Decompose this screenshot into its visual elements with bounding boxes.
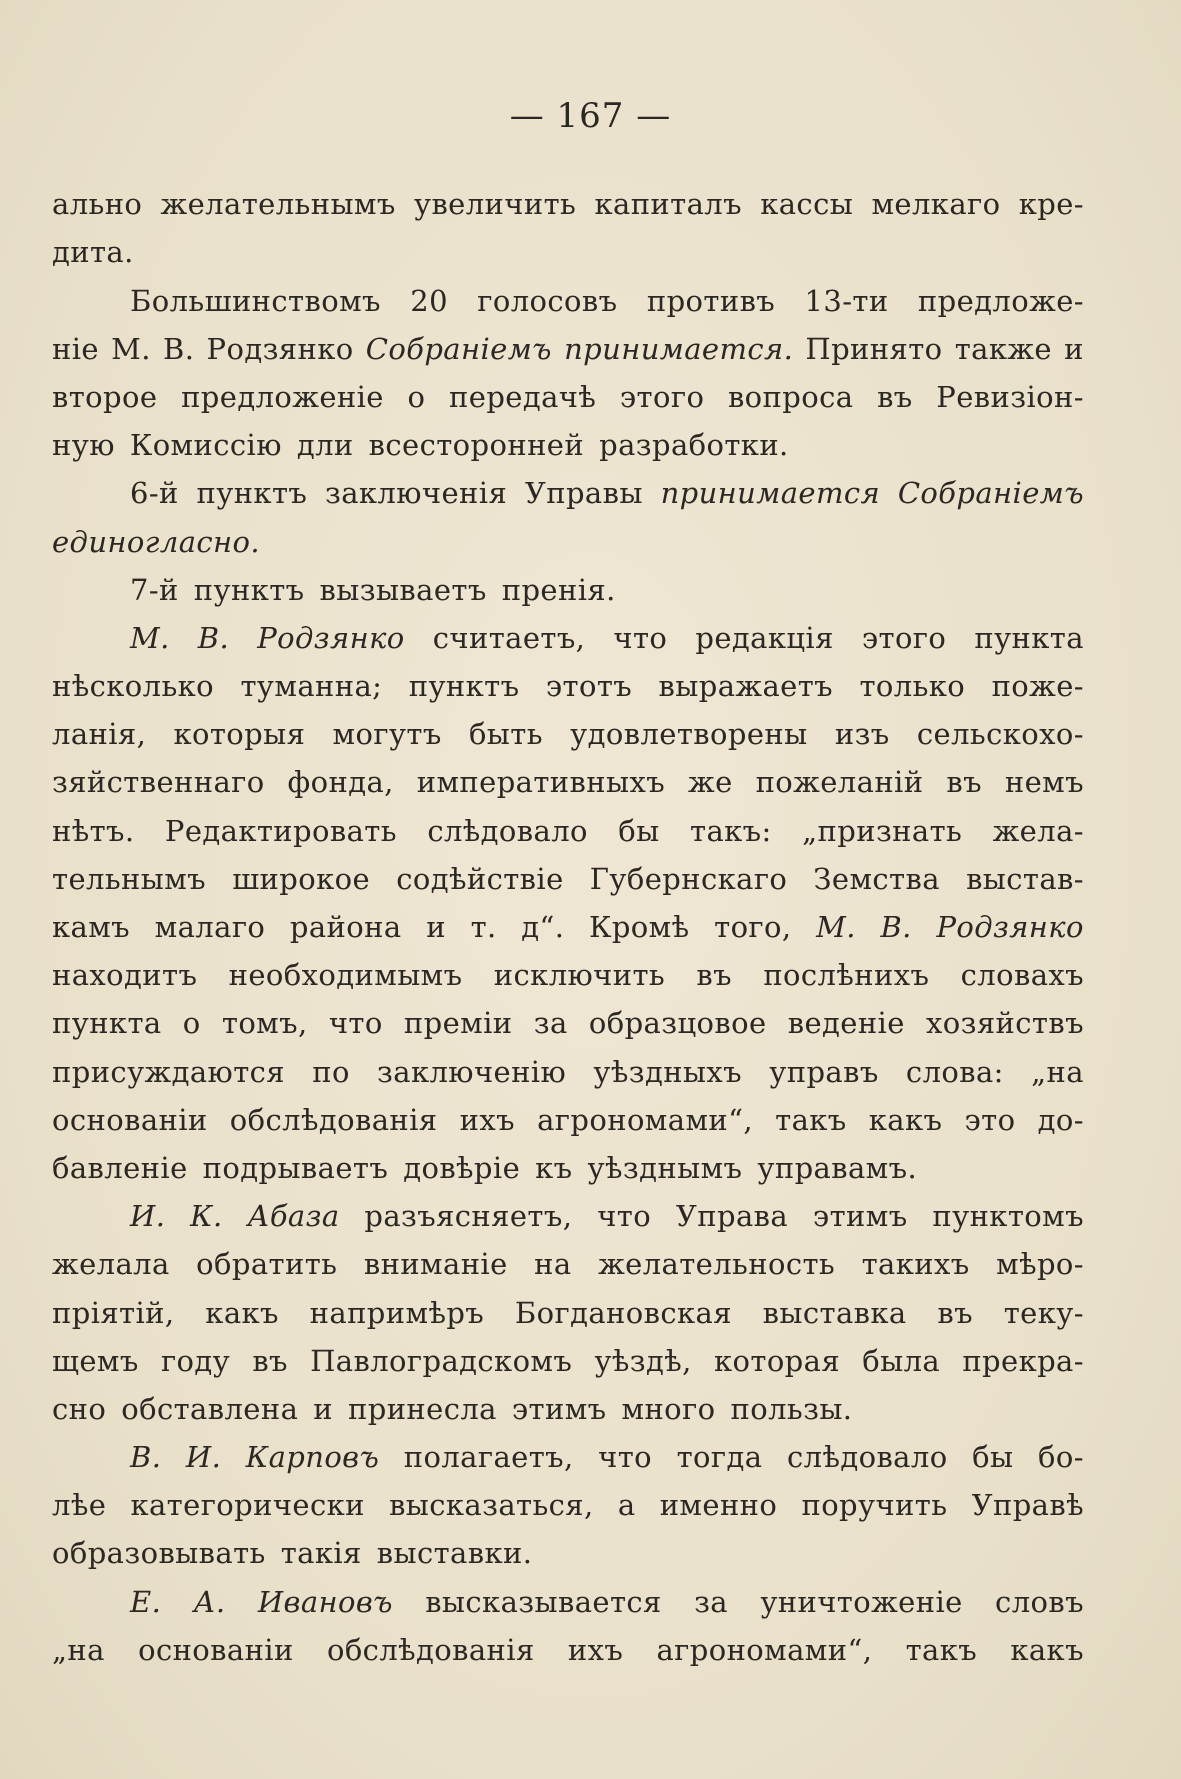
text-line [52, 1043, 1084, 1091]
word: района [289, 910, 402, 944]
word: дли [296, 428, 354, 463]
word: поже- [991, 669, 1084, 704]
word: по [312, 1054, 350, 1089]
word: желала [52, 1247, 170, 1282]
word: бы [972, 1440, 1014, 1475]
word: прекра- [962, 1343, 1084, 1378]
word: Управа [675, 1199, 789, 1234]
word: разъясняетъ, [364, 1199, 573, 1234]
italic-word: Ивановъ [257, 1584, 393, 1619]
text-line [52, 1573, 1084, 1621]
word: „признать [802, 813, 963, 848]
italic-word: принимается [660, 476, 881, 511]
word: находитъ [52, 958, 198, 993]
word: Комиссію [129, 428, 282, 463]
text-line [52, 851, 1084, 899]
word: ально [52, 187, 143, 222]
word: необходимымъ [228, 958, 463, 993]
text-line [52, 369, 1084, 417]
text-line [52, 947, 1084, 995]
word: присуждаются [52, 1054, 285, 1089]
word: высказаться, [389, 1488, 594, 1523]
word: бы [618, 813, 660, 848]
word: пунктомъ [932, 1199, 1084, 1234]
word: что [328, 1006, 383, 1041]
word: же [688, 765, 733, 800]
word: до- [1037, 1102, 1084, 1137]
word: управъ [769, 1054, 879, 1089]
word: фонда, [287, 765, 394, 800]
italic-word: единогласно. [52, 524, 261, 559]
word: исключить [493, 958, 666, 993]
word: въ [696, 958, 732, 993]
italic-word: В. [880, 910, 912, 944]
word: противъ [646, 283, 776, 318]
word: сельскохо- [916, 717, 1084, 752]
text-line [52, 658, 1084, 706]
word: ихъ [567, 1632, 624, 1667]
word: и [426, 910, 446, 944]
body-text [52, 176, 1084, 1670]
word: жела- [992, 813, 1084, 848]
word: „на [1031, 1054, 1084, 1089]
word: основаніи [52, 1102, 208, 1137]
word: обслѣдованія [229, 1102, 438, 1137]
word: агрономами“, [656, 1632, 873, 1667]
word: пунктъ [408, 669, 520, 704]
word: только [859, 669, 966, 704]
word: пренія. [501, 572, 616, 607]
word: въ [946, 765, 982, 800]
word: такихъ [861, 1247, 970, 1282]
word: Редактировать [164, 813, 397, 848]
word: пунктъ [193, 572, 305, 607]
word: пользы. [730, 1391, 853, 1426]
word: бавленіе [52, 1150, 188, 1185]
word: ніе [52, 331, 99, 366]
word: Богдановская [514, 1295, 732, 1330]
word: Земства [813, 861, 940, 896]
word: выстав- [966, 861, 1084, 896]
italic-word: А. [193, 1584, 226, 1619]
word: обставлена [121, 1391, 299, 1426]
word: 20 [410, 283, 448, 318]
italic-word: Абаза [247, 1199, 340, 1234]
word: высказывается [425, 1584, 662, 1619]
word: ную [52, 428, 115, 463]
word: Ревизіон- [936, 379, 1084, 414]
text-line [52, 1622, 1084, 1670]
word: принесла [348, 1391, 497, 1426]
text-line [52, 802, 1084, 850]
word: разработки. [599, 428, 789, 463]
word: М. [111, 331, 151, 366]
text-line [52, 1381, 1084, 1429]
word: малаго [154, 910, 266, 944]
text-line [52, 995, 1084, 1043]
word: передачѣ [449, 379, 597, 414]
word: щемъ [52, 1343, 139, 1378]
word: удовлетворены [570, 717, 808, 752]
word: этого [619, 379, 705, 414]
word: много [621, 1391, 716, 1426]
word: на [534, 1247, 572, 1282]
word: тельнымъ [52, 861, 207, 896]
text-line [52, 754, 1084, 802]
word: словахъ [960, 958, 1084, 993]
word: категорически [130, 1488, 365, 1523]
word: словъ [995, 1584, 1084, 1619]
word: въ [877, 379, 913, 414]
word: этотъ [545, 669, 633, 704]
word: т. [470, 910, 497, 944]
word: Большинствомъ [130, 283, 381, 318]
word: изъ [834, 717, 890, 752]
text-line [52, 1092, 1084, 1140]
text-line [52, 1284, 1084, 1332]
word: немъ [1004, 765, 1084, 800]
word: желательность [598, 1247, 836, 1282]
text-line [52, 1525, 1084, 1573]
word: В. [163, 331, 195, 366]
word: управамъ. [757, 1150, 918, 1185]
word: а [617, 1488, 636, 1523]
word: послѣнихъ [763, 958, 930, 993]
text-line [52, 321, 1084, 369]
word: и [313, 1391, 333, 1426]
word: пріятій, [52, 1295, 175, 1330]
text-line [52, 176, 1084, 224]
text-line [52, 417, 1084, 465]
word: теку- [1003, 1295, 1084, 1330]
word: Павлоградскомъ [310, 1343, 573, 1378]
word: такъ: [690, 813, 772, 848]
word: какъ [868, 1102, 943, 1137]
word: увеличить [413, 187, 577, 222]
text-line [52, 562, 1084, 610]
word: слѣдовало [427, 813, 588, 848]
word: такъ [905, 1632, 978, 1667]
italic-word: Собраніемъ [365, 331, 552, 366]
word: предложеніе [181, 379, 384, 414]
italic-word: И. [185, 1440, 222, 1475]
text-line [52, 1236, 1084, 1284]
word: мѣро- [996, 1247, 1084, 1282]
word: какъ [1010, 1632, 1084, 1667]
word: считаетъ, [432, 620, 586, 655]
word: редакція [695, 620, 834, 655]
word: напримѣръ [309, 1295, 485, 1330]
word: туманна; [240, 669, 383, 704]
word: заключенія [325, 476, 508, 511]
word: томъ, [221, 1006, 308, 1041]
word: д“. [521, 910, 565, 944]
word: выражаетъ [658, 669, 834, 704]
word: Родзянко [206, 331, 354, 366]
italic-word: Родзянко [257, 620, 405, 655]
word: предложе- [917, 283, 1084, 318]
word: вниманіе [363, 1247, 508, 1282]
word: которыя [173, 717, 306, 752]
word: заключенію [377, 1054, 567, 1089]
word: вызываетъ [319, 572, 487, 607]
italic-word: Родзянко [936, 910, 1084, 944]
word: уничтоженіе [760, 1584, 963, 1619]
word: что [598, 1440, 653, 1475]
word: голосовъ [477, 283, 618, 318]
word: ихъ [459, 1102, 515, 1137]
word: пункта [974, 620, 1084, 655]
word: полагаетъ, [403, 1440, 574, 1475]
word: что [597, 1199, 652, 1234]
word: быть [468, 717, 543, 752]
word: о [182, 1006, 201, 1041]
word: именно [659, 1488, 778, 1523]
word: кассы [760, 187, 854, 222]
page-number: — 167 — [509, 96, 672, 136]
word: кре- [1018, 187, 1084, 222]
word: Губернскаго [589, 861, 788, 896]
word: къ [535, 1150, 573, 1185]
word: за [533, 1006, 568, 1041]
word: что [613, 620, 668, 655]
word: поручить [801, 1488, 948, 1523]
word: въ [252, 1343, 288, 1378]
word: всесторонней [368, 428, 585, 463]
word: образовывать [52, 1536, 266, 1571]
word: капиталъ [594, 187, 742, 222]
word: того, [714, 910, 792, 944]
word: нѣсколько [52, 669, 215, 704]
word: содѣйствіе [396, 861, 564, 896]
text-line [52, 272, 1084, 320]
word: сно [52, 1391, 107, 1426]
word: 7-й [130, 572, 179, 607]
italic-word: Собраніемъ [897, 476, 1084, 511]
text-line [52, 899, 1084, 947]
word: обратить [196, 1247, 338, 1282]
italic-word: Е. [130, 1584, 162, 1619]
word: второе [52, 379, 158, 414]
word: нѣтъ. [52, 813, 135, 848]
word: это [964, 1102, 1016, 1137]
word: и [1064, 331, 1084, 366]
word: обслѣдованія [326, 1632, 535, 1667]
italic-word: М. [816, 910, 856, 944]
word: широкое [232, 861, 371, 896]
italic-word: Карповъ [245, 1440, 380, 1475]
word: образцовое [588, 1006, 767, 1041]
word: пожеланій [755, 765, 924, 800]
word: слова: [905, 1054, 1004, 1089]
word: Принято [805, 331, 943, 366]
word: такія [280, 1536, 362, 1571]
word: камъ [52, 910, 131, 944]
word: пункта [52, 1006, 162, 1041]
italic-word: И. [130, 1199, 166, 1234]
word: Управѣ [971, 1488, 1084, 1523]
word: за [694, 1584, 728, 1619]
word: агрономами“, [537, 1102, 753, 1137]
text-line [52, 706, 1084, 754]
word: лѣе [52, 1488, 107, 1523]
italic-word: М. [130, 620, 170, 655]
word: бо- [1038, 1440, 1084, 1475]
word: также [954, 331, 1052, 366]
text-line [52, 610, 1084, 658]
word: пунктъ [196, 476, 308, 511]
text-line [52, 1188, 1084, 1236]
word: зяйственнаго [52, 765, 265, 800]
word: выставка [762, 1295, 907, 1330]
word: была [862, 1343, 941, 1378]
word: ланія, [52, 717, 147, 752]
word: вопроса [727, 379, 854, 414]
word: „на [52, 1632, 105, 1667]
word: желательнымъ [160, 187, 396, 222]
word: въ [937, 1295, 973, 1330]
text-line [52, 1477, 1084, 1525]
italic-word: В. [197, 620, 230, 655]
word: этимъ [812, 1199, 908, 1234]
text-line [52, 224, 1084, 272]
word: Управы [524, 476, 643, 511]
word: преміи [403, 1006, 513, 1041]
text-line [52, 1333, 1084, 1381]
word: мелкаго [871, 187, 1001, 222]
word: какъ [205, 1295, 279, 1330]
word: уѣздныхъ [593, 1054, 743, 1089]
word: императивныхъ [416, 765, 666, 800]
word: году [160, 1343, 231, 1378]
word: Кромѣ [588, 910, 690, 944]
italic-word: К. [190, 1199, 223, 1234]
italic-word: В. [130, 1440, 162, 1475]
word: подрываетъ [202, 1150, 389, 1185]
word: дита. [52, 235, 134, 270]
word: выставки. [376, 1536, 533, 1571]
word: уѣздѣ, [594, 1343, 692, 1378]
word: этимъ [511, 1391, 607, 1426]
text-line [52, 465, 1084, 513]
text-line [52, 1140, 1084, 1188]
text-line [52, 1429, 1084, 1477]
text-line [52, 513, 1084, 561]
word: которая [714, 1343, 841, 1378]
word: основаніи [138, 1632, 294, 1667]
word: 6-й [130, 476, 179, 511]
word: могутъ [332, 717, 442, 752]
word: тогда [676, 1440, 763, 1475]
word: такъ [775, 1102, 847, 1137]
word: веденіе [787, 1006, 905, 1041]
word: уѣзднымъ [587, 1150, 743, 1185]
word: этого [861, 620, 947, 655]
word: довѣріе [403, 1150, 521, 1185]
word: 13-ти [804, 283, 889, 318]
word: о [407, 379, 426, 414]
word: хозяйствъ [926, 1006, 1084, 1041]
word: слѣдовало [786, 1440, 948, 1475]
italic-word: принимается. [564, 331, 794, 366]
